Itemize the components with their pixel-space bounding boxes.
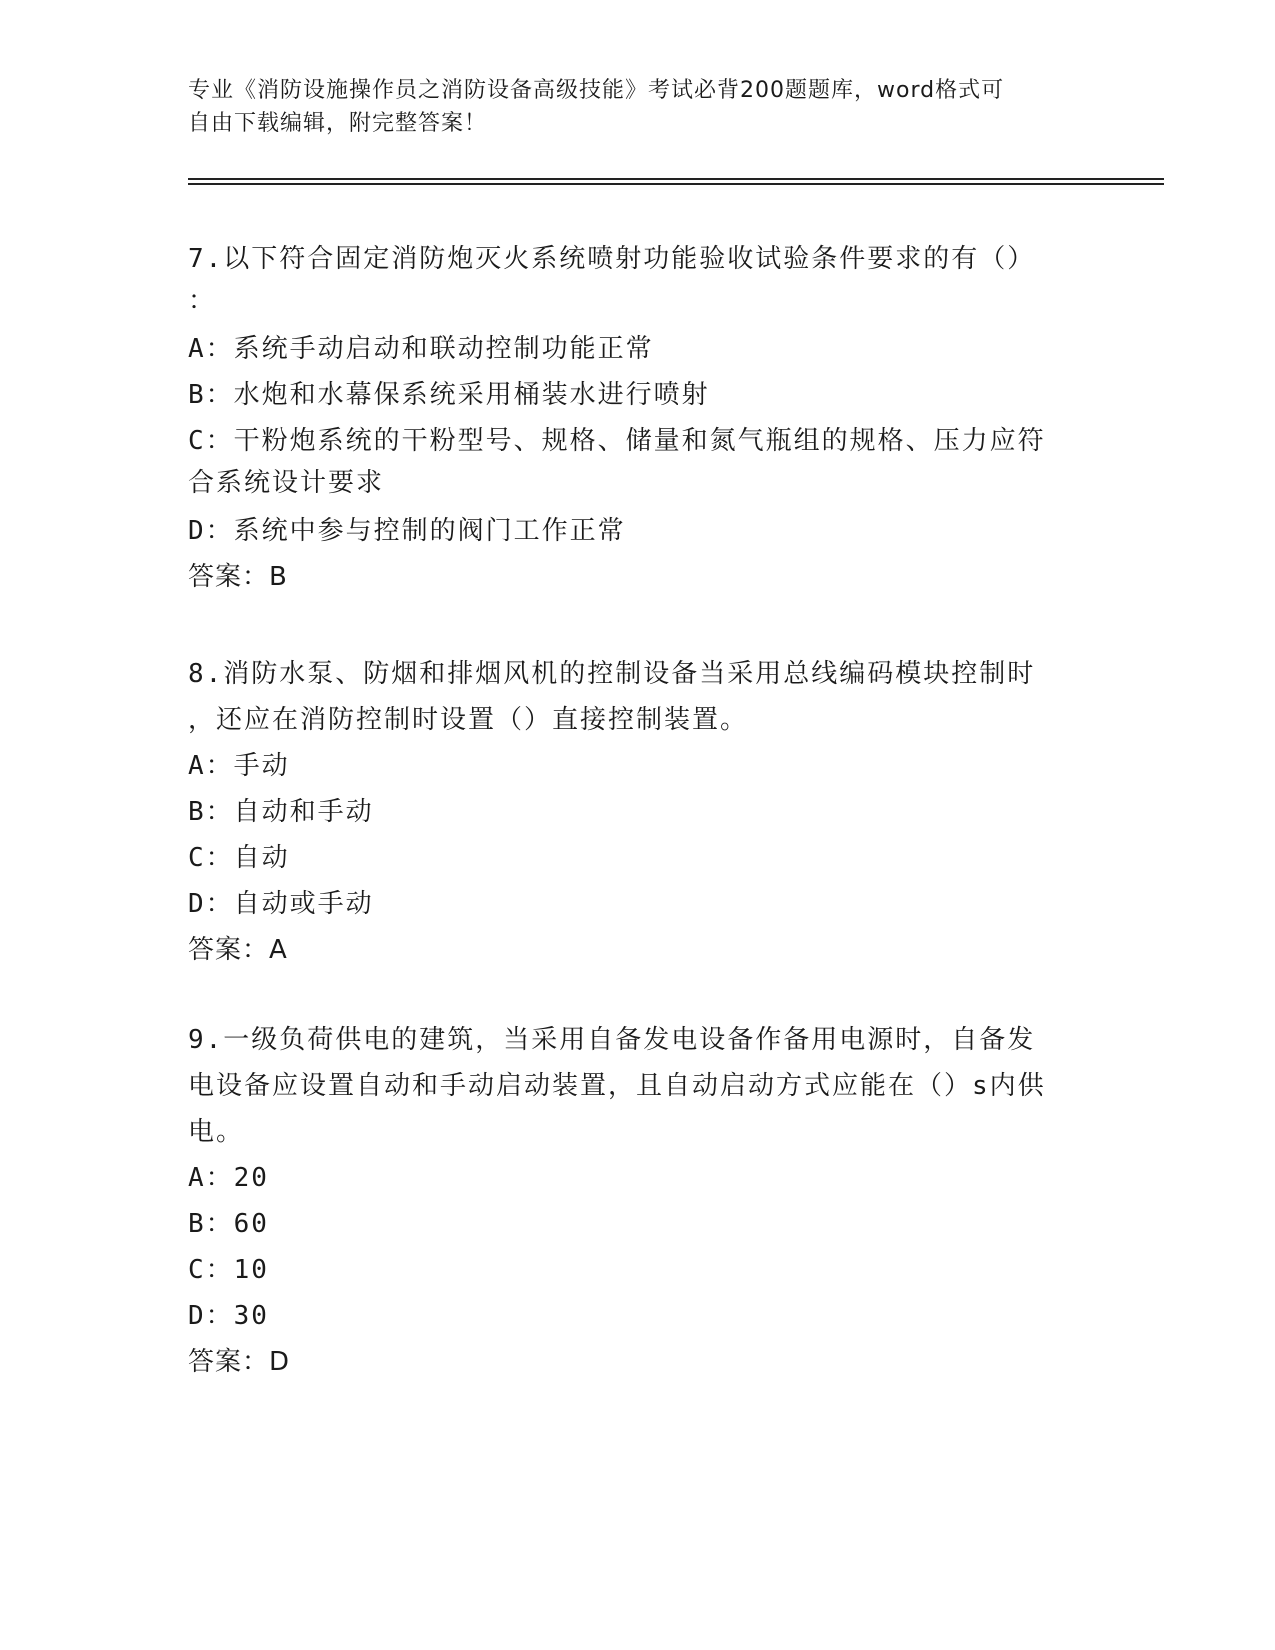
question-stem: ，还应在消防控制时设置（）直接控制装置。 xyxy=(188,705,749,735)
answer-label: 答案：D xyxy=(188,1347,291,1377)
answer-label: 答案：B xyxy=(188,562,288,592)
header-line-1: 专业《消防设施操作员之消防设备高级技能》考试必背200题题库，word格式可 xyxy=(188,78,1005,103)
option-b: B：水炮和水幕保系统采用桶装水进行喷射 xyxy=(188,380,710,410)
document-header xyxy=(188,74,1088,140)
question-stem: ： xyxy=(188,286,217,316)
question-stem: 电。 xyxy=(188,1117,245,1147)
option-c-continued: 合系统设计要求 xyxy=(188,468,385,498)
option-d: D：系统中参与控制的阀门工作正常 xyxy=(188,516,626,546)
header-divider-top xyxy=(188,178,1164,180)
option-a: A：20 xyxy=(188,1163,269,1193)
option-c: C：干粉炮系统的干粉型号、规格、储量和氮气瓶组的规格、压力应符 xyxy=(188,426,1046,456)
question-8 xyxy=(188,651,1088,973)
header-line-2: 自由下载编辑，附完整答案！ xyxy=(188,111,488,136)
question-stem: 7.以下符合固定消防炮灭火系统喷射功能验收试验条件要求的有（） xyxy=(188,244,1036,274)
answer-label: 答案：A xyxy=(188,935,288,965)
option-c: C：10 xyxy=(188,1255,269,1285)
header-divider-bottom xyxy=(188,183,1164,185)
question-9 xyxy=(188,1017,1088,1385)
option-b: B：60 xyxy=(188,1209,269,1239)
question-stem: 8.消防水泵、防烟和排烟风机的控制设备当采用总线编码模块控制时 xyxy=(188,659,1036,689)
option-d: D：30 xyxy=(188,1301,269,1331)
option-a: A：系统手动启动和联动控制功能正常 xyxy=(188,334,654,364)
question-stem: 9.一级负荷供电的建筑，当采用自备发电设备作备用电源时，自备发 xyxy=(188,1025,1036,1055)
option-c: C：自动 xyxy=(188,843,290,873)
option-b: B：自动和手动 xyxy=(188,797,374,827)
question-7 xyxy=(188,236,1088,600)
option-d: D：自动或手动 xyxy=(188,889,374,919)
option-a: A：手动 xyxy=(188,751,290,781)
question-stem: 电设备应设置自动和手动启动装置，且自动启动方式应能在（）s内供 xyxy=(188,1071,1046,1101)
